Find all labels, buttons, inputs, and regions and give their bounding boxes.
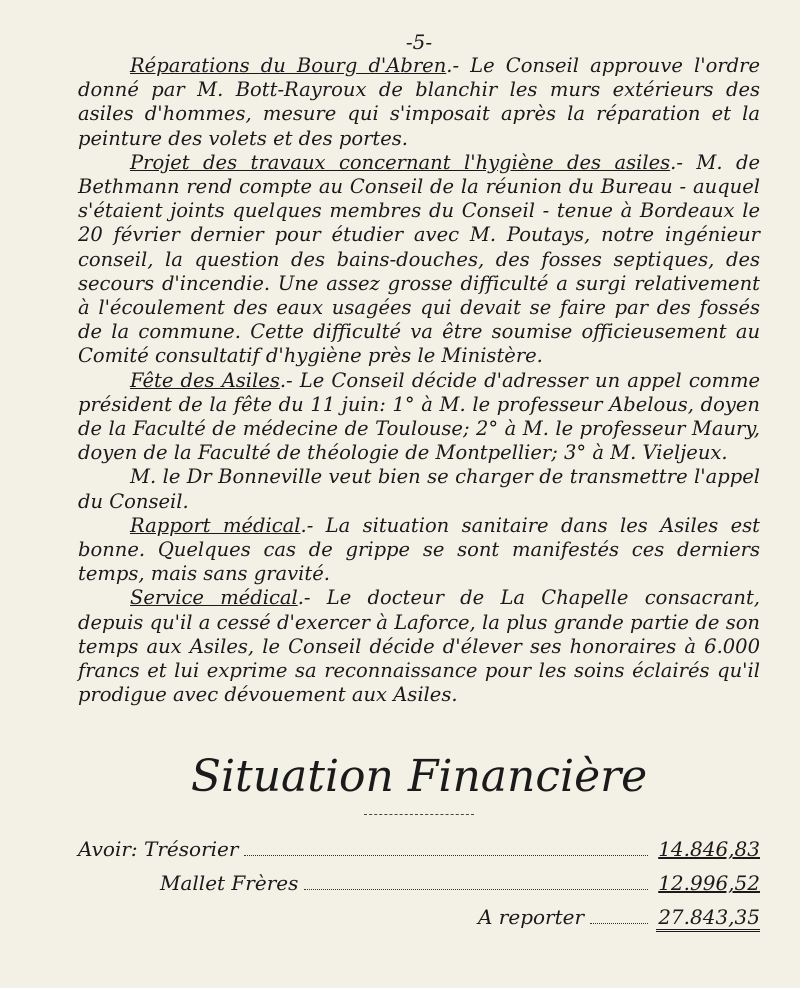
heading-service-medical: Service médical <box>130 586 298 610</box>
dot-leader <box>590 923 648 924</box>
text-projet-hygiene: .- M. de Bethmann rend compte au Conseil de la réunion du Bureau - auquel s'étaient joints quelques membres du Conseil - tenue à Bordeaux le 20 février dernier pour étudier avec M. Poutays, notre ingénieur conseil, la question des bains-douches, des fosses septiques, des secours d'incendie. Une assez grosse difficulté a surgi relativement à l'écoulement des eaux usagées qui devait se faire par des fossés de la commune. Cette difficulté va être soumise officieusement au Comité consultatif d'hygiène près le Ministère. <box>78 150 761 368</box>
financial-amount: 12.996,52 <box>658 871 760 896</box>
page-number: -5- <box>405 30 433 54</box>
text-reparations: .- Le Conseil approuve l'ordre donné par M. Bott-Rayroux de blanchir les murs extérieurs des asiles d'hommes, mesure qui s'imposait après la réparation et la peinture des volets et des portes. <box>78 54 760 150</box>
paragraph-fete-asiles <box>78 369 760 466</box>
heading-reparations: Réparations du Bourg d'Abren <box>130 54 447 77</box>
paragraph-bonneville <box>78 465 760 513</box>
text-bonneville: M. le Dr Bonneville veut bien se charger de transmettre l'appel du Conseil. <box>78 465 760 513</box>
heading-rapport-medical: Rapport médical <box>130 513 301 537</box>
paragraph-service-medical <box>78 586 760 707</box>
financial-label: A reporter <box>478 905 585 930</box>
heading-fete-asiles: Fête des Asiles <box>130 368 280 392</box>
dot-leader <box>244 855 648 856</box>
financial-row-mallet <box>78 871 760 901</box>
paragraph-rapport-medical <box>78 514 760 587</box>
financial-label: Avoir: Trésorier <box>78 837 239 862</box>
title-divider <box>364 814 474 815</box>
financial-row-tresorier <box>78 837 760 867</box>
financial-row-reporter <box>78 905 760 935</box>
dot-leader <box>304 889 648 890</box>
paragraph-projet-hygiene <box>78 151 760 369</box>
text-rapport-medical: .- La situation sanitaire dans les Asiles est bonne. Quelques cas de grippe se sont manifestés ces derniers temps, mais sans gravité. <box>78 513 760 586</box>
text-service-medical: .- Le docteur de La Chapelle consacrant, depuis qu'il a cessé d'exercer à Laforce, la plus grande partie de son temps aux Asiles, le Conseil décide d'élever ses honoraires à 6.000 francs et lui exprime sa reconnaissance pour les soins éclairés qu'il prodigue avec dévouement aux Asiles. <box>78 586 761 707</box>
financial-total-amount: 27.843,35 <box>656 905 760 932</box>
financial-situation-title: Situation Financière <box>190 751 648 803</box>
text-fete-asiles: .- Le Conseil décide d'adresser un appel comme président de la fête du 11 juin: 1° à M. le professeur Abelous, doyen de la Faculté de médecine de Toulouse; 2° à M. le professeur Maury, doyen de la Faculté de théologie de Montpellier; 3° à M. Vieljeux. <box>78 368 761 465</box>
heading-projet-hygiene: Projet des travaux concernant l'hygiène des asiles <box>130 150 671 174</box>
financial-label: Mallet Frères <box>160 871 299 896</box>
paragraph-reparations <box>78 54 760 151</box>
financial-amount: 14.846,83 <box>658 837 760 862</box>
minutes-body <box>78 54 760 707</box>
